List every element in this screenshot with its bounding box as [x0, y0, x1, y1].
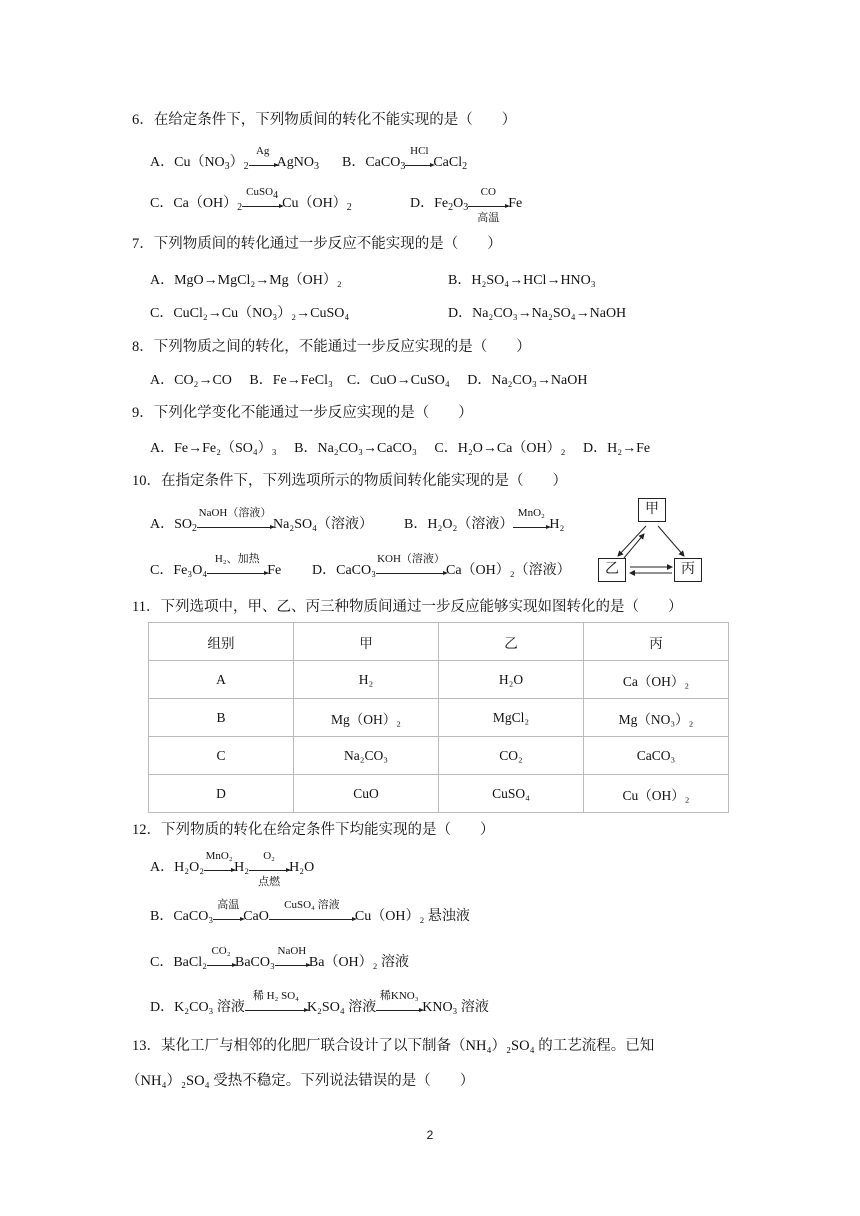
q13-line2: （NH₄）₂SO₄ 受热不稳定。下列说法错误的是（ ） — [126, 1073, 475, 1089]
q7-stem: 7．下列物质间的转化通过一步反应不能实现的是（ ） — [132, 236, 502, 252]
q7-option-a: A．MgO→MgCl₂→Mg（OH）₂ — [150, 273, 342, 288]
table-cell: CO₂ — [439, 737, 584, 775]
table-cell: H₂O — [439, 661, 584, 699]
table-row — [149, 661, 729, 699]
q7-option-b: B．H₂SO₄→HCl→HNO₃ — [448, 273, 596, 288]
table-header: 丙 — [584, 623, 729, 661]
q9-options: A．Fe→Fe₂（SO₄）₃ B．Na₂CO₃→CaCO₃ C．H₂O→Ca（OH）₂ D．H₂→Fe — [150, 441, 651, 456]
q12-option-b: B．CaCO₃ 高温 CaO CuSO₄ 溶液 Cu（OH）₂ 悬浊液 — [150, 899, 470, 924]
q10-option-d: D．CaCO₃ KOH（溶液） Ca（OH）₂（溶液） — [312, 553, 571, 578]
q7-option-d: D．Na₂CO₃→Na₂SO₄→NaOH — [448, 306, 627, 321]
q6-stem: 6．在给定条件下，下列物质间的转化不能实现的是（ ） — [132, 112, 517, 128]
q10-option-a: A．$SO_2$ NaOH（溶液） Na₂SO₄（溶液） — [150, 507, 373, 534]
table-header: 甲 — [294, 623, 439, 661]
table-cell: C — [149, 737, 294, 775]
table-row — [149, 699, 729, 737]
q12-stem: 12．下列物质的转化在给定条件下均能实现的是（ ） — [132, 822, 495, 838]
q7-option-c: C．CuCl₂→Cu（NO₃）₂→CuSO₄ — [150, 306, 350, 321]
q12-option-a: A．H₂O₂ MnO₂ H₂ O₂ 点燃 H₂O — [150, 850, 315, 888]
table-header: 乙 — [439, 623, 584, 661]
q10-stem: 10．在指定条件下，下列选项所示的物质间转化能实现的是（ ） — [132, 473, 567, 489]
node-bing: 丙 — [674, 558, 702, 582]
q9-stem: 9．下列化学变化不能通过一步反应实现的是（ ） — [132, 405, 473, 421]
q12-option-c: C．BaCl₂ CO₂ BaCO₃ NaOH Ba（OH）₂ 溶液 — [150, 945, 410, 970]
table-cell: Cu（OH）₂ — [584, 775, 729, 813]
table-cell: B — [149, 699, 294, 737]
q6-option-a: A．$Cu(NO_3)_2$ Ag AgNO$_3$ — [150, 145, 320, 172]
table-header: 组别 — [149, 623, 294, 661]
table-cell: Na₂CO₃ — [294, 737, 439, 775]
table-cell: D — [149, 775, 294, 813]
q11-table — [148, 622, 729, 813]
q13-line1: 13．某化工厂与相邻的化肥厂联合设计了以下制备（NH₄）₂SO₄ 的工艺流程。已知 — [132, 1038, 655, 1054]
q6-option-b: B．CaCO$_3$ HCl CaCl$_2$ — [342, 145, 468, 172]
q10-option-c: C．Fe₃O₄ H₂、加热 Fe — [150, 553, 282, 578]
table-cell: Mg（NO₃）₂ — [584, 699, 729, 737]
node-yi: 乙 — [598, 558, 626, 582]
page-number: 2 — [426, 1128, 434, 1142]
table-cell: CuSO₄ — [439, 775, 584, 813]
q11-stem: 11．下列选项中，甲、乙、丙三种物质间通过一步反应能够实现如图转化的是（ ） — [132, 599, 683, 615]
table-cell: CuO — [294, 775, 439, 813]
q6-option-c: C．$Ca(OH)_2$ CuSO$_4$ $Cu(OH)_2$ — [150, 186, 352, 213]
table-row — [149, 775, 729, 813]
q10-option-b: B．H₂O₂（溶液） MnO₂ H₂ — [404, 507, 565, 532]
table-cell: Mg（OH）₂ — [294, 699, 439, 737]
table-cell: CaCO₃ — [584, 737, 729, 775]
table-cell: A — [149, 661, 294, 699]
node-jia: 甲 — [638, 498, 666, 522]
table-cell: Ca（OH）₂ — [584, 661, 729, 699]
table-cell: MgCl₂ — [439, 699, 584, 737]
q12-option-d: D．K₂CO₃ 溶液 稀 H₂ SO₄ K₂SO₄ 溶液 稀KNO₃ KNO₃ 溶液 — [150, 990, 489, 1015]
table-header-row — [149, 623, 729, 661]
q6-option-d: D．$Fe_2O_3$ CO 高温 Fe — [410, 186, 523, 224]
table-cell: H₂ — [294, 661, 439, 699]
table-row — [149, 737, 729, 775]
q8-options: A．CO₂→CO B．Fe→FeCl₃ C．CuO→CuSO₄ D．Na₂CO₃→NaOH — [150, 373, 588, 388]
q8-stem: 8．下列物质之间的转化，不能通过一步反应实现的是（ ） — [132, 339, 531, 355]
